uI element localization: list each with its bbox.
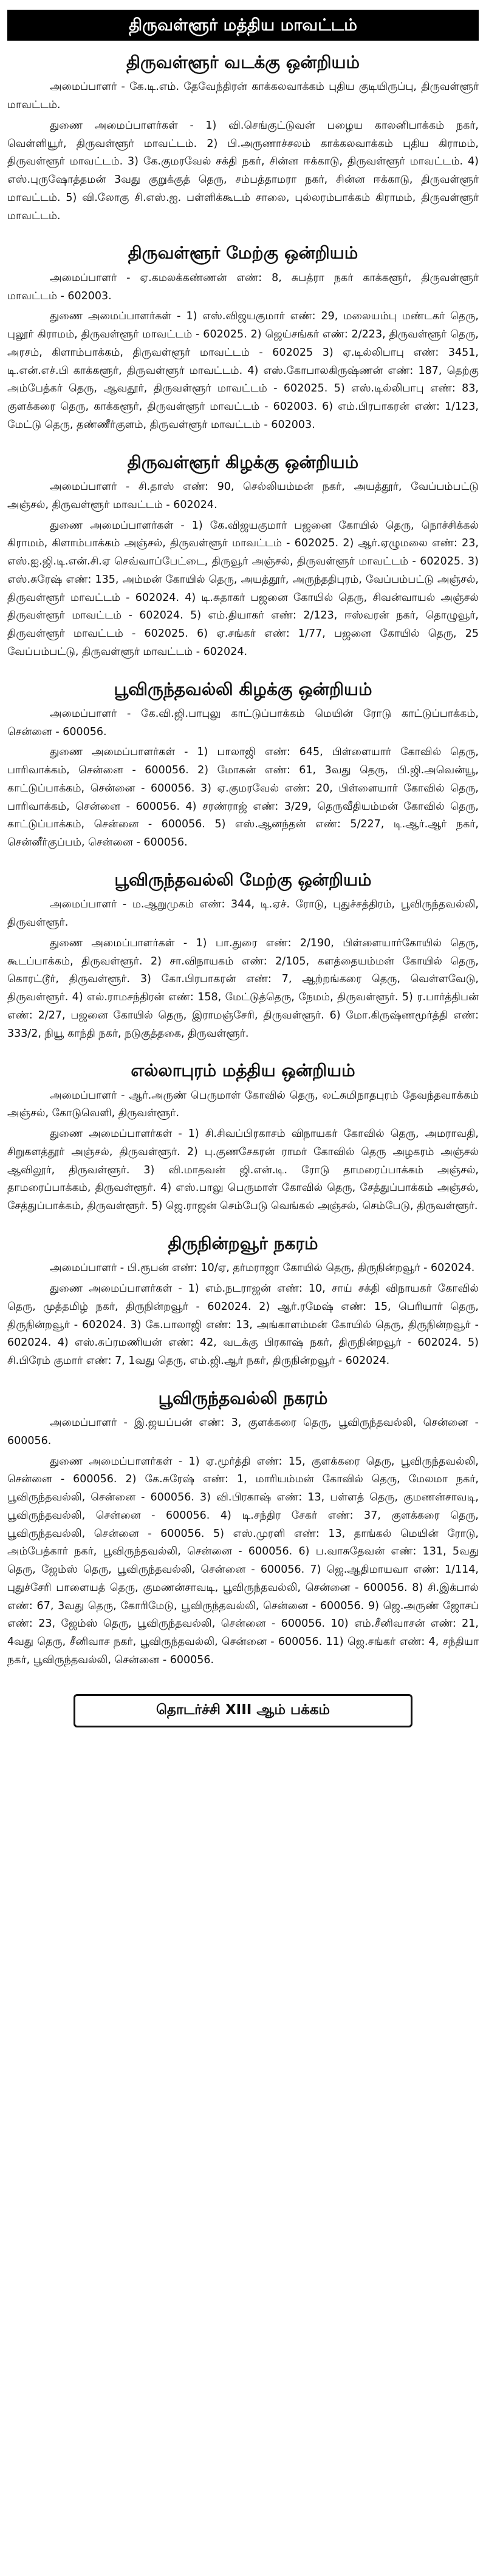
union-sections (7, 49, 479, 1672)
deputy-organizers-paragraph: துணை அமைப்பாளர்கள் - 1) கே.விஜயகுமார் பஜனை கோயில் தெரு, நொச்சிக்கல் கிராமம், கிளாம்பாக்கம் அஞ்சல், திருவள்ளூர் மாவட்டம் - 602025. 2) ஆர்.ஏழுமலை எண்: 23, எஸ்.ஐ.ஜி.டி.என்.சி.ஏ செவ்வாப்பேட்டை, திருவூர் அஞ்சல், திருவள்ளூர் மாவட்டம் - 602025. 3) எஸ்.சுரேஷ் எண்: 135, அம்மன் கோயில் தெரு, அயத்தூர், அருந்ததிபுரம், வேப்பம்பட்டு அஞ்சல், திருவள்ளூர் மாவட்டம் - 602024. 4) டி.சுதாகர் பஜனை கோயில் தெரு, சிவன்வாயல் அஞ்சல் திருவள்ளூர் மாவட்டம் - 602024. 5) எம்.தியாகர் எண்: 2/123, ஈஸ்வரன் நகர், தொழுவூர், திருவள்ளூர் மாவட்டம் - 602025. 6) ஏ.சங்கர் எண்: 1/77, பஜனை கோயில் தெரு, 25 வேப்பம்பட்டு, திருவள்ளூர் மாவட்டம் - 602024. (7, 519, 479, 658)
section-title: பூவிருந்தவல்லி நகரம் (158, 1388, 328, 1408)
deputy-organizers-paragraph: துணை அமைப்பாளர்கள் - 1) எம்.நடராஜன் எண்: 10, சாய் சக்தி விநாயகர் கோவில் தெரு, முத்தமிழ் நகர், திருநின்றவூர் - 602024. 2) ஆர்.ரமேஷ் எண்: 15, பெரியார் தெரு, திருநின்றவூர் - 602024. 3) கே.பாலாஜி எண்: 13, அங்காளம்மன் கோயில் தெரு, திருநின்றவூர் - 602024. 4) எஸ்.சுப்ரமணியன் எண்: 42, வடக்கு பிரகாஷ் நகர், திருநின்றவூர் - 602024. 5) சி.பிரேம் குமார் எண்: 7, 1வது தெரு, எம்.ஜி.ஆர் நகர், திருநின்றவூர் - 602024. (7, 1283, 479, 1368)
deputy-organizers-paragraph: துணை அமைப்பாளர்கள் - 1) வி.செங்குட்டுவன் பழைய காலனிபாக்கம் நகர், வெள்ளியூர், திருவள்ளூர் மாவட்டம். 2) பி.அருணாச்சலம் காக்கலவாக்கம் புதிய கிராமம், திருவள்ளூர் மாவட்டம். 3) கே.குமரவேல் சக்தி நகர், சின்ன ஈக்காடு, திருவள்ளூர் மாவட்டம். 4) எஸ்.புருஷோத்தமன் 3வது குறுக்குத் தெரு, சம்பத்தாமரா நகர், சின்ன ஈக்காடு, திருவள்ளூர் மாவட்டம். 5) வி.லோகு சி.எஸ்.ஐ. பள்ளிக்கூடம் சாலை, புல்லரம்பாக்கம் கிராமம், திருவள்ளூர் மாவட்டம். (7, 119, 479, 222)
section-title: எல்லாபுரம் மத்திய ஒன்றியம் (131, 1060, 355, 1081)
organizer-paragraph: அமைப்பாளர் - இ.ஜயப்பன் எண்: 3, குளக்கரை தெரு, பூவிருந்தவல்லி, சென்னை - 600056. (7, 1417, 479, 1447)
union-section (7, 49, 479, 228)
section-body (7, 1414, 479, 1670)
section-title: திருவள்ளூர் வடக்கு ஒன்றியம் (126, 52, 360, 73)
organizer-paragraph: அமைப்பாளர் - சி.தாஸ் எண்: 90, செல்லியம்மன் நகர், அயத்தூர், வேப்பம்பட்டு அஞ்சல், திருவள்ளூர் மாவட்டம் - 602024. (7, 481, 479, 511)
deputy-organizers-paragraph: துணை அமைப்பாளர்கள் - 1) எஸ்.விஜயகுமார் எண்: 29, மலையம்பு மண்டகர் தெரு, புலூர் கிராமம், திருவள்ளூர் மாவட்டம் - 602025. 2) ஜெய்சங்கர் எண்: 2/223, திருவள்ளூர் தெரு, அரசம், கிளாம்பாக்கம், திருவள்ளூர் மாவட்டம் - 602025 3) ஏ.டில்லிபாபு எண்: 3451, டி.என்.எச்.பி காக்களூர், திருவள்ளூர் மாவட்டம். 4) எஸ்.கோபாலகிருஷ்ணன் எண்: 187, தெற்கு அம்பேத்கர் தெரு, ஆவதூர், திருவள்ளூர் மாவட்டம் - 602025. 5) எஸ்.டில்லிபாபு எண்: 83, குளக்கரை தெரு, காக்களூர், திருவள்ளூர் மாவட்டம் - 602003. 6) எம்.பிரபாகரன் எண்: 1/123, மேட்டு தெரு, தண்ணீர்குளம், திருவள்ளூர் மாவட்டம் - 602003. (7, 310, 479, 431)
organizer-paragraph: அமைப்பாளர் - கே.டி.எம். தேவேந்திரன் காக்கலவாக்கம் புதிய குடியிருப்பு, திருவள்ளூர் மாவட்டம். (7, 81, 479, 112)
organizer-paragraph: அமைப்பாளர் - ஏ.கமலக்கண்ணன் எண்: 8, சுபத்ரா நகர் காக்களூர், திருவள்ளூர் மாவட்டம் - 602003. (7, 271, 479, 302)
section-body (7, 896, 479, 1043)
district-banner: திருவள்ளூர் மத்திய மாவட்டம் (7, 10, 479, 41)
deputy-organizers-paragraph: துணை அமைப்பாளர்கள் - 1) பா.துரை எண்: 2/190, பிள்ளையார்கோயில் தெரு, கூடப்பாக்கம், திருவள்ளூர். 2) சா.விநாயகம் எண்: 2/105, களத்தையம்மன் கோயில் தெரு, கொரட்டூர், திருவள்ளூர். 3) கோ.பிரபாகரன் எண்: 7, ஆற்றங்கரை தெரு, வெள்ளவேடு, திருவள்ளூர். 4) எல்.ராமசந்திரன் எண்: 158, மேட்டுத்தெரு, நேமம், திருவள்ளூர். 5) ர.பார்த்திபன் எண்: 2/27, பஜனை கோயில் தெரு, இராமஞ்சேரி, திருவள்ளூர். 6) மோ.கிருஷ்ணமூர்த்தி எண்: 333/2, நியூ காந்தி நகர், நடுகுத்தகை, திருவள்ளூர். (7, 937, 479, 1040)
deputy-organizers-paragraph: துணை அமைப்பாளர்கள் - 1) ஏ.மூர்த்தி எண்: 15, குளக்கரை தெரு, பூவிருந்தவல்லி, சென்னை - 600056. 2) கே.சுரேஷ் எண்: 1, மாரியம்மன் கோவில் தெரு, மேலமா நகர், பூவிருந்தவல்லி, சென்னை - 600056. 3) வி.பிரகாஷ் எண்: 13, பள்ளத் தெரு, குமணன்சாவடி, பூவிருந்தவல்லி, சென்னை - 600056. 4) டி.சந்திர சேகர் எண்: 37, குளக்கரை தெரு, பூவிருந்தவல்லி, சென்னை - 600056. 5) எஸ்.முரளி எண்: 13, தாங்கல் மெயின் ரோடு, அம்பேத்கார் நகர், பூவிருந்தவல்லி, சென்னை - 600056. 6) ப.வாசுதேவன் எண்: 131, 5வது தெரு, ஜேம்ஸ் தெரு, பூவிருந்தவல்லி, சென்னை - 600056. 7) ஜெ.ஆதிமாயவா எண்: 1/114, புதுச்சேரி பாளையத் தெரு, குமணன்சாவடி, பூவிருந்தவல்லி, சென்னை - 600056. 8) சி.இக்பால் எண்: 67, 3வது தெரு, கோரிமேடு, பூவிருந்தவல்லி, சென்னை - 600056. 9) ஜெ.அருண் ஜோசப் எண்: 23, ஜேம்ஸ் தெரு, பூவிருந்தவல்லி, சென்னை - 600056. 10) எம்.சீனிவாசன் எண்: 21, 4வது தெரு, சீனிவாச நகர், பூவிருந்தவல்லி, சென்னை - 600056. 11) ஜெ.சங்கர் எண்: 4, சந்தியா நகர், பூவிருந்தவல்லி, சென்னை - 600056. (7, 1455, 479, 1666)
section-title: திருவள்ளூர் மேற்கு ஒன்றியம் (128, 243, 358, 263)
organizer-paragraph: அமைப்பாளர் - பி.ரூபன் எண்: 10/ஏ, தர்மராஜா கோயில் தெரு, திருநின்றவூர் - 602024. (50, 1262, 475, 1275)
organizer-paragraph: அமைப்பாளர் - ம.ஆறுமுகம் எண்: 344, டி.ஏச். ரோடு, புதுச்சத்திரம், பூவிருந்தவல்லி, திருவள்ளூர். (7, 898, 479, 929)
section-title: பூவிருந்தவல்லி கிழக்கு ஒன்றியம் (114, 679, 372, 699)
section-body (7, 1087, 479, 1216)
organizer-paragraph: அமைப்பாளர் - ஆர்.அருண் பெருமாள் கோவில் தெரு, லட்சுமிநாதபுரம் தேவந்தவாக்கம் அஞ்சல், கோடுவெளி, திருவள்ளூர். (7, 1089, 479, 1120)
section-body (7, 705, 479, 852)
section-body (7, 269, 479, 435)
section-body (7, 78, 479, 225)
organizer-paragraph: அமைப்பாளர் - கே.வி.ஜி.பாபுலு காட்டுப்பாக்கம் மெயின் ரோடு காட்டுப்பாக்கம், சென்னை - 600056. (7, 707, 479, 738)
union-section (7, 240, 479, 436)
union-section (7, 1385, 479, 1672)
deputy-organizers-paragraph: துணை அமைப்பாளர்கள் - 1) சி.சிவப்பிரகாசம் விநாயகர் கோவில் தெரு, அமராவதி, சிறுகளத்தூர் அஞ்சல், திருவள்ளூர். 2) பு.குணசேகரன் ராமர் கோவில் தெரு அழகரம் அஞ்சல் ஆவிலூர், திருவள்ளூர். 3) வி.மாதவன் ஜி.என்.டி. ரோடு தாமரைப்பாக்கம் அஞ்சல், தாமரைப்பாக்கம், திருவள்ளூர். 4) எஸ்.பாலு பெருமாள் கோவில் தெரு, சேத்துப்பாக்கம் அஞ்சல், சேத்துப்பாக்கம், திருவள்ளூர். 5) ஜெ.ராஜன் செம்பேடு வெங்கல் அஞ்சல், செம்பேடு, திருவள்ளூர். (7, 1128, 479, 1213)
deputy-organizers-paragraph: துணை அமைப்பாளர்கள் - 1) பாலாஜி எண்: 645, பிள்ளையார் கோவில் தெரு, பாரிவாக்கம், சென்னை - 600056. 2) மோகன் எண்: 61, 3வது தெரு, பி.ஜி.அவென்யூ, காட்டுப்பாக்கம், சென்னை - 600056. 3) ஏ.குமரவேல் எண்: 20, பிள்ளையார் கோவில் தெரு, பாரிவாக்கம், சென்னை - 600056. 4) சரண்ராஜ் எண்: 3/29, தெருவீதியம்மன் கோவில் தெரு, காட்டுப்பாக்கம், சென்னை - 600056. 5) எஸ்.ஆனந்தன் எண்: 5/227, டி.ஆர்.ஆர் நகர், சென்னீர்குப்பம், சென்னை - 600056. (7, 746, 479, 849)
section-title: திருவள்ளூர் கிழக்கு ஒன்றியம் (127, 452, 359, 472)
section-body (7, 1259, 479, 1371)
union-section (7, 449, 479, 664)
union-section (7, 676, 479, 855)
union-section (7, 1057, 479, 1218)
section-title: பூவிருந்தவல்லி மேற்கு ஒன்றியம் (114, 869, 372, 890)
union-section (7, 867, 479, 1045)
continuation-note: தொடர்ச்சி XIII ஆம் பக்கம் (74, 1694, 412, 1727)
section-body (7, 478, 479, 662)
union-section (7, 1230, 479, 1373)
section-title: திருநின்றவூர் நகரம் (168, 1233, 318, 1253)
